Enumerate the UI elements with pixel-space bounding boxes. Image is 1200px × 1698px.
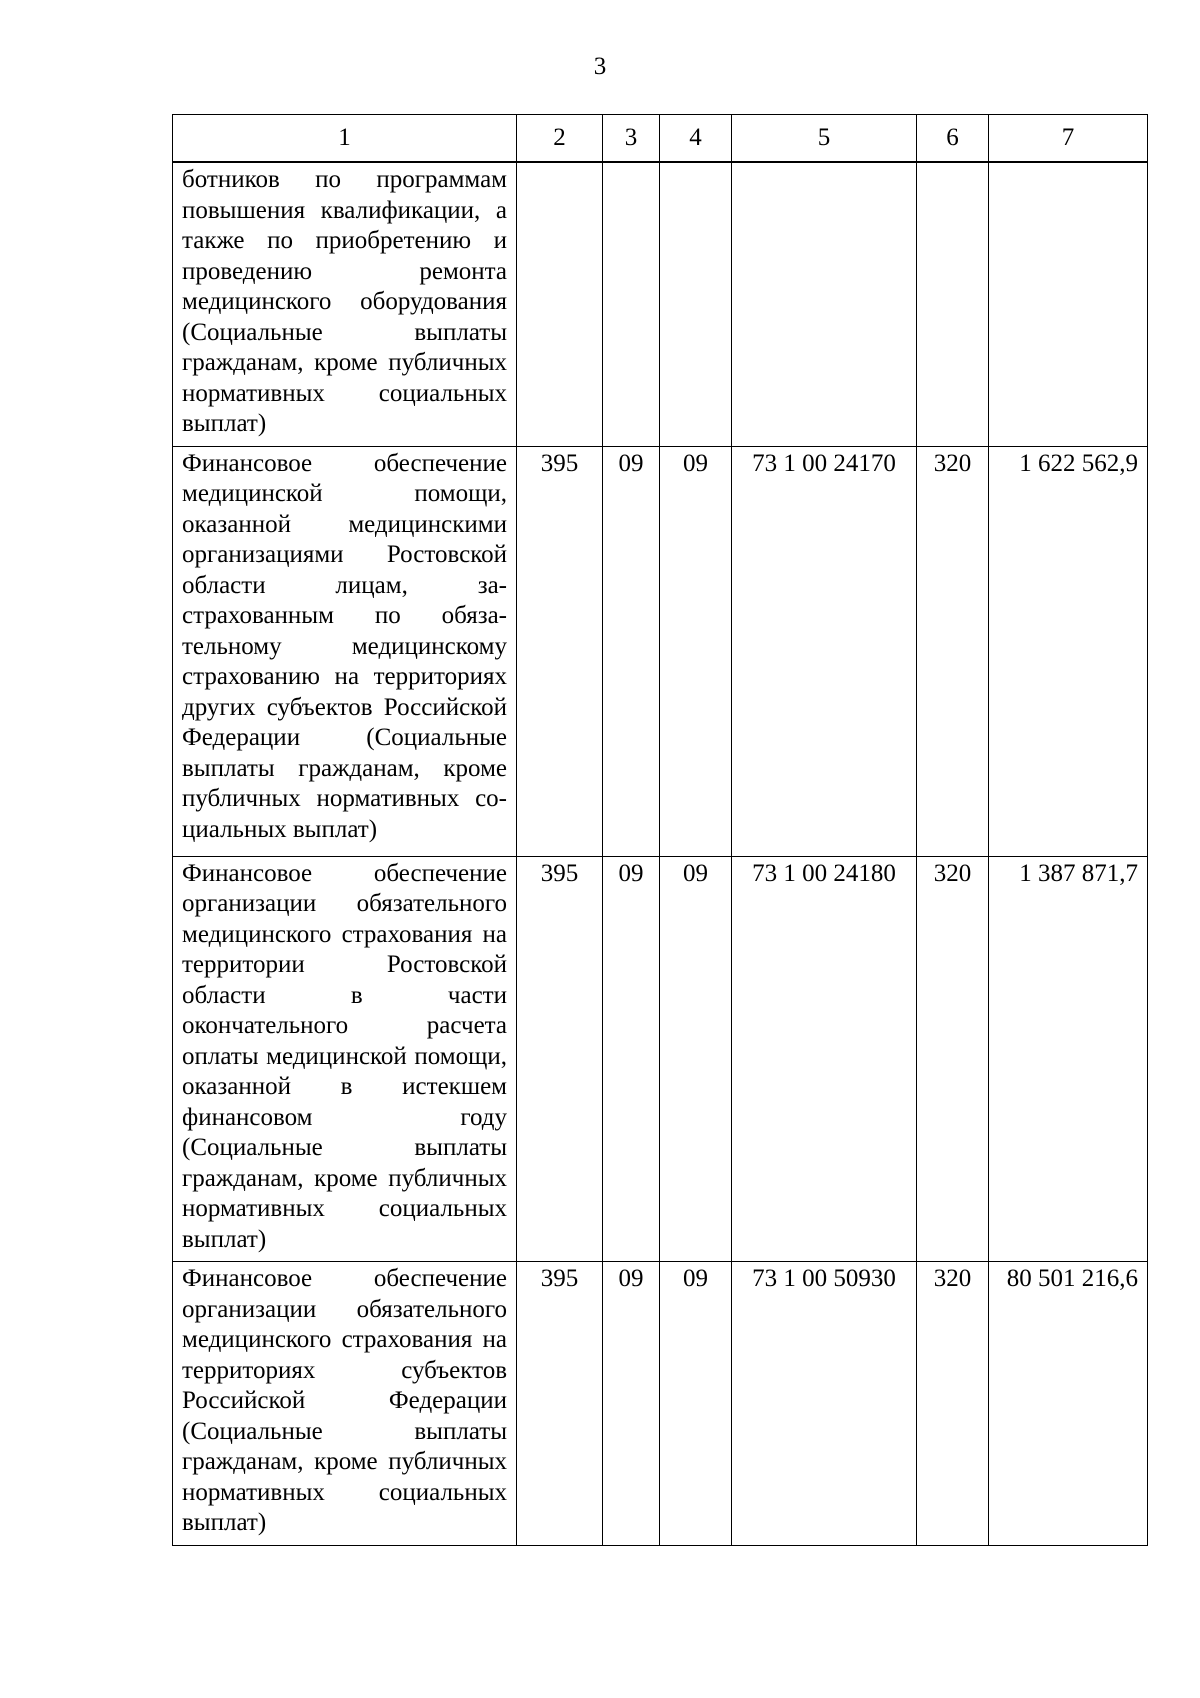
row-subsection-code [660, 162, 732, 446]
header-col-6: 6 [917, 115, 989, 163]
row-expense-type [917, 162, 989, 446]
budget-table [172, 114, 1148, 1546]
header-col-3: 3 [603, 115, 660, 163]
page-number: 3 [593, 53, 607, 80]
row-admin-code: 395 [517, 446, 603, 856]
table-row [173, 446, 1148, 856]
row-amount [989, 162, 1148, 446]
row-amount: 1 387 871,7 [989, 856, 1148, 1262]
row-admin-code [517, 162, 603, 446]
row-description: Финансовое обеспечение медицинской помощи, оказанной медицинскими организациями Ростовской области лицам, застрахованным по обязательному медицинскому страхованию на территориях других субъектов Российской Федерации (Социальные выплаты гражданам, кроме публичных нормативных социальных выплат) [173, 446, 517, 856]
row-target-article: 73 1 00 50930 [732, 1262, 917, 1546]
row-subsection-code: 09 [660, 856, 732, 1262]
row-section-code: 09 [603, 446, 660, 856]
row-section-code [603, 162, 660, 446]
row-subsection-code: 09 [660, 446, 732, 856]
row-admin-code: 395 [517, 856, 603, 1262]
row-description: Финансовое обеспечение организации обязательного медицинского страхования на территории Ростовской области в части окончательного расчета оплаты медицинской помощи, оказанной в истекшем финансовом году (Социальные выплаты гражданам, кроме публичных нормативных социальных выплат) [173, 856, 517, 1262]
row-amount: 1 622 562,9 [989, 446, 1148, 856]
row-subsection-code: 09 [660, 1262, 732, 1546]
header-row [173, 115, 1148, 163]
row-amount: 80 501 216,6 [989, 1262, 1148, 1546]
header-col-7: 7 [989, 115, 1148, 163]
row-target-article: 73 1 00 24170 [732, 446, 917, 856]
header-col-1: 1 [173, 115, 517, 163]
row-section-code: 09 [603, 856, 660, 1262]
table-body [173, 162, 1148, 1545]
row-expense-type: 320 [917, 856, 989, 1262]
header-col-5: 5 [732, 115, 917, 163]
row-section-code: 09 [603, 1262, 660, 1546]
row-target-article [732, 162, 917, 446]
table-header [173, 115, 1148, 163]
header-col-2: 2 [517, 115, 603, 163]
table-row [173, 856, 1148, 1262]
header-col-4: 4 [660, 115, 732, 163]
row-description: Финансовое обеспечение организации обязательного медицинского страхования на территориях субъектов Российской Федерации (Социальные выплаты гражданам, кроме публичных нормативных социальных выплат) [173, 1262, 517, 1546]
row-expense-type: 320 [917, 446, 989, 856]
row-description: ботников по программам повышения квалификации, а также по приобретению и проведению ремонта медицинского оборудования (Социальные выплаты гражданам, кроме публичных нормативных социальных выплат) [173, 162, 517, 446]
row-target-article: 73 1 00 24180 [732, 856, 917, 1262]
row-expense-type: 320 [917, 1262, 989, 1546]
row-admin-code: 395 [517, 1262, 603, 1546]
table-row [173, 162, 1148, 446]
table-row [173, 1262, 1148, 1546]
